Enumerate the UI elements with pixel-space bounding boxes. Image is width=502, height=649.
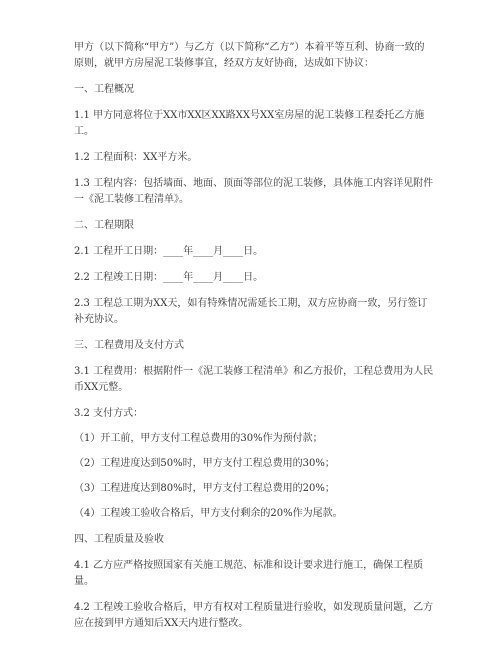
clause-3-2: 3.2 支付方式：	[74, 408, 144, 419]
document-page	[74, 40, 434, 642]
clause-2-2: 2.2 工程竣工日期：____年____月____日。	[74, 272, 264, 283]
section-heading-overview: 一、工程概况	[74, 84, 134, 95]
section-heading-schedule: 二、工程期限	[74, 220, 134, 231]
section-heading-quality: 四、工程质量及验收	[74, 534, 164, 545]
section-heading-payment: 三、工程费用及支付方式	[74, 340, 184, 351]
clause-1-2: 1.2 工程面积：XX平方米。	[74, 152, 198, 163]
payment-step-4: （4）工程竣工验收合格后，甲方支付剩余的20%作为尾款。	[74, 508, 343, 519]
clause-3-1: 3.1 工程费用：根据附件一《泥工装修工程清单》和乙方报价，工程总费用为人民币XX元整。	[74, 366, 434, 393]
clause-2-1: 2.1 工程开工日期：____年____月____日。	[74, 246, 264, 257]
payment-step-3: （3）工程进度达到80%时，甲方支付工程总费用的20%；	[74, 483, 335, 494]
intro-paragraph: 甲方（以下简称“甲方”）与乙方（以下简称“乙方”）本着平等互利、协商一致的原则，就甲方房屋泥工装修事宜，经双方友好协商，达成如下协议：	[74, 42, 425, 69]
payment-step-2: （2）工程进度达到50%时，甲方支付工程总费用的30%；	[74, 458, 335, 469]
clause-4-2: 4.2 工程竣工验收合格后，甲方有权对工程质量进行验收，如发现质量问题，乙方应在接到甲方通知后XX天内进行整改。	[74, 602, 434, 629]
payment-step-1: （1）开工前，甲方支付工程总费用的30%作为预付款；	[74, 433, 323, 444]
clause-1-1: 1.1 甲方同意将位于XX市XX区XX路XX号XX室房屋的泥工装修工程委托乙方施工。	[74, 110, 425, 137]
clause-2-3: 2.3 工程总工期为XX天，如有特殊情况需延长工期，双方应协商一致，另行签订补充协议。	[74, 298, 428, 325]
clause-1-3: 1.3 工程内容：包括墙面、地面、顶面等部位的泥工装修，具体施工内容详见附件一《泥工装修工程清单》。	[74, 178, 434, 205]
clause-4-1: 4.1 乙方应严格按照国家有关施工规范、标准和设计要求进行施工，确保工程质量。	[74, 560, 424, 587]
